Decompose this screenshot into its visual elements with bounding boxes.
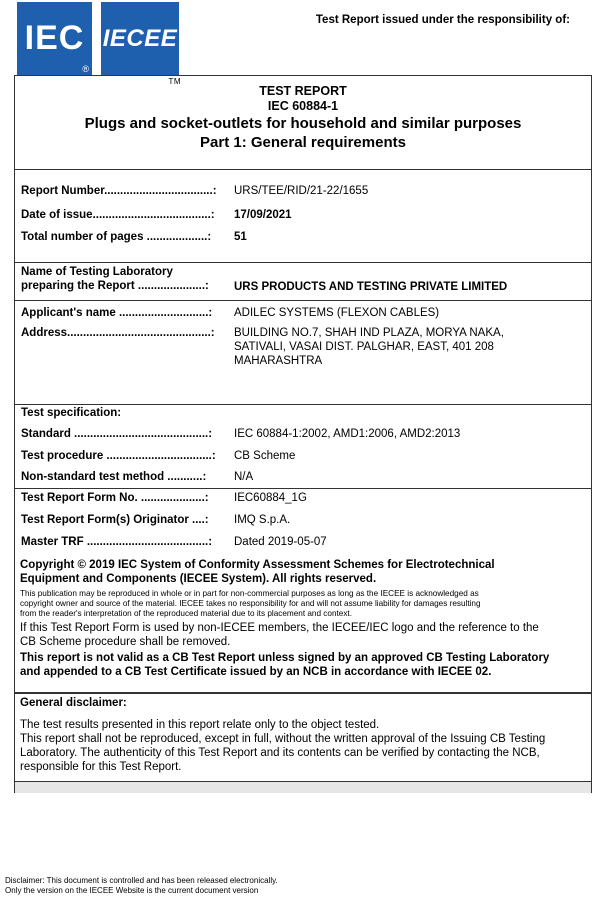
total-pages-label: Total number of pages ...................: — [21, 231, 212, 243]
total-pages-value: 51 — [234, 231, 247, 243]
applicant-name-label: Applicant's name ............................: — [21, 307, 213, 319]
disclaimer-divider — [15, 693, 591, 694]
standard-value: IEC 60884-1:2002, AMD1:2006, AMD2:2013 — [234, 428, 461, 440]
date-of-issue-label: Date of issue.....................................: — [21, 209, 215, 221]
general-disclaimer-section — [15, 693, 591, 781]
validity-line-2: and appended to a CB Test Certificate issued by an NCB in accordance with IECEE 02. — [20, 666, 492, 678]
trf-originator-value: IMQ S.p.A. — [234, 514, 291, 526]
testing-lab-section — [15, 263, 591, 301]
non-member-line-2: CB Scheme procedure shall be removed. — [20, 636, 231, 648]
footer-line-2: Only the version on the IECEE Website is the current document version — [5, 886, 259, 895]
testing-lab-value: URS PRODUCTS AND TESTING PRIVATE LIMITED — [234, 281, 508, 293]
testing-lab-label-2: preparing the Report .....................: — [21, 280, 209, 292]
test-spec-heading: Test specification: — [21, 407, 122, 419]
disclaimer-line-3: Laboratory. The authenticity of this Test Report and its contents can be verified by contacting the NCB, — [20, 747, 540, 759]
non-member-line-1: If this Test Report Form is used by non-IECEE members, the IECEE/IEC logo and the reference to the — [20, 622, 539, 634]
iec-logo-text: IEC — [24, 19, 85, 57]
address-label: Address.............................................: — [21, 327, 215, 339]
testing-lab-label-1: Name of Testing Laboratory — [21, 266, 173, 278]
iecee-logo — [101, 2, 181, 86]
report-info-section — [15, 170, 591, 263]
address-line-2: SATIVALI, VASAI DIST. PALGHAR, EAST, 401 208 — [234, 341, 494, 353]
registered-mark: ® — [82, 64, 90, 74]
disclaimer-line-4: responsible for this Test Report. — [20, 761, 182, 773]
copyright-small-1: This publication may be reproduced in whole or in part for non-commercial purposes as long as the IECEE is acknowledged as — [20, 589, 479, 598]
copyright-small-3: from the reader's interpretation of the reproduced material due to its placement and context. — [20, 609, 352, 618]
validity-line-1: This report is not valid as a CB Test Report unless signed by an approved CB Testing Laboratory — [20, 652, 550, 664]
non-standard-method-label: Non-standard test method ...........: — [21, 471, 207, 483]
non-standard-method-value: N/A — [234, 471, 254, 483]
master-trf-value: Dated 2019-05-07 — [234, 536, 327, 548]
address-line-1: BUILDING NO.7, SHAH IND PLAZA, MORYA NAKA, — [234, 327, 504, 339]
issued-responsibility-text: Test Report issued under the responsibility of: — [315, 14, 570, 26]
iecee-logo-text: IECEE — [102, 24, 178, 52]
bottom-grey-bar — [15, 781, 591, 793]
trf-section — [15, 489, 591, 554]
trademark-mark: TM — [168, 77, 181, 86]
test-procedure-value: CB Scheme — [234, 450, 296, 462]
trf-number-value: IEC60884_1G — [234, 492, 307, 504]
master-trf-label: Master TRF ......................................: — [21, 536, 213, 548]
address-line-3: MAHARASHTRA — [234, 355, 323, 367]
report-number-label: Report Number..................................: — [21, 185, 217, 197]
part-title: Part 1: General requirements — [200, 134, 406, 151]
disclaimer-heading: General disclaimer: — [20, 697, 127, 709]
disclaimer-line-1: The test results presented in this report relate only to the object tested. — [20, 719, 380, 731]
copyright-section — [15, 554, 591, 693]
copyright-line-1: Copyright © 2019 IEC System of Conformity Assessment Schemes for Electrotechnical — [20, 559, 495, 571]
date-of-issue-value: 17/09/2021 — [234, 209, 292, 221]
copyright-line-2: Equipment and Components (IECEE System). All rights reserved. — [20, 573, 377, 585]
footer-line-1: Disclaimer: This document is controlled and has been released electronically. — [5, 876, 278, 885]
test-procedure-label: Test procedure .................................: — [21, 450, 216, 462]
report-type-title: TEST REPORT — [259, 84, 347, 98]
trf-number-label: Test Report Form No. ....................: — [21, 492, 209, 504]
test-specification-section — [15, 405, 591, 489]
applicant-section — [15, 301, 591, 405]
standard-title: IEC 60884-1 — [267, 99, 339, 113]
disclaimer-line-2: This report shall not be reproduced, except in full, without the written approval of the Issuing CB Testing — [20, 733, 546, 745]
applicant-name-value: ADILEC SYSTEMS (FLEXON CABLES) — [234, 307, 440, 319]
copyright-small-2: copyright owner and source of the material. IECEE takes no responsibility for and will not assume liability for damages resulting — [20, 599, 481, 608]
subject-title: Plugs and socket-outlets for household and similar purposes — [84, 115, 522, 132]
report-number-value: URS/TEE/RID/21-22/1655 — [234, 185, 369, 197]
title-section — [15, 76, 591, 170]
iec-logo — [17, 2, 92, 75]
trf-originator-label: Test Report Form(s) Originator ....: — [21, 514, 209, 526]
standard-label: Standard ..........................................: — [21, 428, 213, 440]
report-frame — [14, 75, 592, 793]
